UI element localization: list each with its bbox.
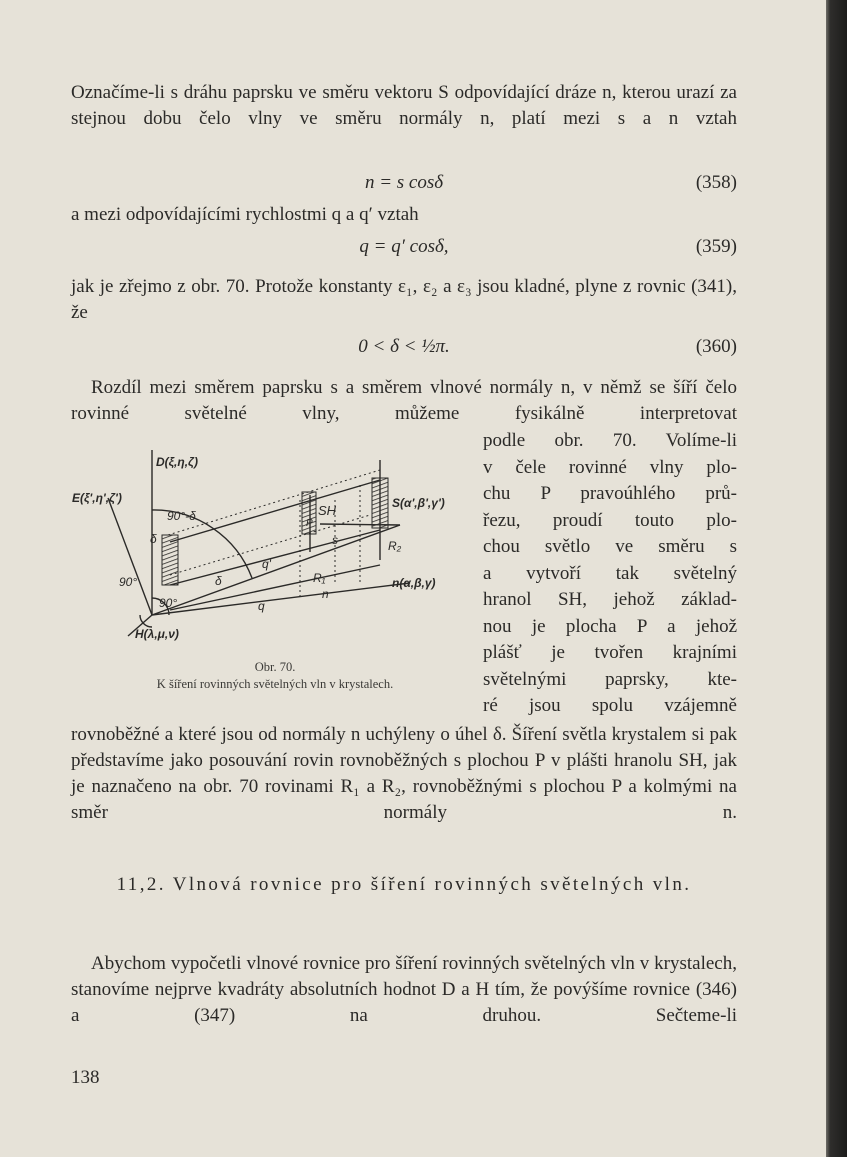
equation-number: (358) [695,172,737,193]
book-gutter [826,0,847,1157]
page-number: 138 [71,1067,100,1088]
label-90-bottom: 90° [159,596,178,610]
label-delta-left: δ [150,532,157,546]
label-n: n(α,β,γ) [392,576,436,590]
prism-edge-top [170,480,380,542]
paragraph-velocities: a mezi odpovídajícími rychlostmi q a q′ vztah [71,204,419,225]
axis-n [152,583,410,615]
label-r2: R₂ [388,539,402,553]
prism-edge-bottom [170,565,380,610]
label-p: P [306,518,313,529]
figure-caption-title: Obr. 70. [254,660,296,674]
label-q-prime: q' [262,557,271,571]
equation-number: (360) [695,336,737,357]
column-line: chu P pravoúhlého prů- [483,483,737,504]
label-q: q [258,599,265,613]
paragraph-wave-equation: Abychom vypočetli vlnové rovnice pro šíření rovinných světelných vln v krystalech, stanovíme nejprve kvadráty absolutních hodnot D a H tím, že povýšíme rovnice (346) a (347) na druhou. Sečteme-li [71,953,737,1026]
equation-360 [71,334,737,360]
equation-359 [71,234,737,260]
figure-70-diagram [70,440,480,655]
label-e: E(ξ',η',ζ') [72,491,122,505]
label-s: S(α',β',γ') [392,496,445,510]
prism-edge-mid [170,530,380,585]
paragraph-continued: rovnoběžné a které jsou od normály n uchýleny o úhel δ. Šíření světla krystalem si pak představíme jako posouvání rovin rovnoběžných s plochou P v plášti hranolu SH, jak je naznačeno na obr. 70 rovinami R₁ a R₂, rovnoběžnými s plochou P a kolmými na směr normály n. [71,724,737,823]
column-line: plášť je tvořen krajními [483,642,737,663]
label-90-left: 90° [119,575,138,589]
column-line: nou je plocha P a jehož [483,615,737,637]
figure-caption-text: K šíření rovinných světelných vln v krystalech. [156,677,394,691]
equation-358 [71,170,737,196]
label-d: D(ξ,η,ζ) [156,455,198,469]
column-line: hranol SH, jehož základ- [483,589,737,610]
paragraph-ray-path: Označíme-li s dráhu paprsku ve směru vektoru S odpovídající dráze n, kterou urazí za stejnou dobu čelo vlny ve směru normály n, platí mezi s a n vztah [71,82,737,129]
label-n-small: n [322,587,329,601]
equation-formula: 0 < δ < ½π. [358,336,450,357]
axis-e [108,498,152,615]
label-90-minus-delta: 90°-δ [167,509,196,523]
equation-formula: q = q′ cosδ, [359,236,449,257]
plane-end-hatched [372,478,388,528]
column-line: ré jsou spolu vzájemně [483,695,737,716]
equation-number: (359) [695,236,737,257]
paragraph-constants: jak je zřejmo z obr. 70. Protože konstanty ε₁, ε₂ a ε₃ jsou kladné, plyne z rovnic (341), že [71,276,737,323]
section-heading: 11,2. Vlnová rovnice pro šíření rovinných světelných vln. [116,874,692,895]
column-line: a vytvoří tak světelný [483,562,737,584]
label-delta-bottom: δ [215,574,222,588]
label-r1: R₁ [313,571,326,585]
label-sh: SH [318,503,337,518]
column-line: řezu, proudí touto plo- [483,509,737,531]
dashed-top [168,470,380,535]
plane-p-hatched [162,535,178,585]
label-h: H(λ,μ,ν) [135,627,179,641]
wrapped-text-column [483,428,737,720]
column-line: podle obr. 70. Volíme-li [483,430,737,451]
column-line: v čele rovinné vlny plo- [483,456,737,478]
label-s-small: s [332,533,338,547]
column-line: chou světlo ve směru s [483,536,737,557]
equation-formula: n = s cosδ [364,172,444,193]
axis-s [152,525,400,615]
figure-labels [72,455,445,641]
column-line: světelnými paprsky, kte- [483,668,737,690]
paragraph-difference: Rozdíl mezi směrem paprsku s a směrem vlnové normály n, v němž se šíří čelo rovinné světelné vlny, můžeme fysikálně interpretovat [71,377,737,424]
